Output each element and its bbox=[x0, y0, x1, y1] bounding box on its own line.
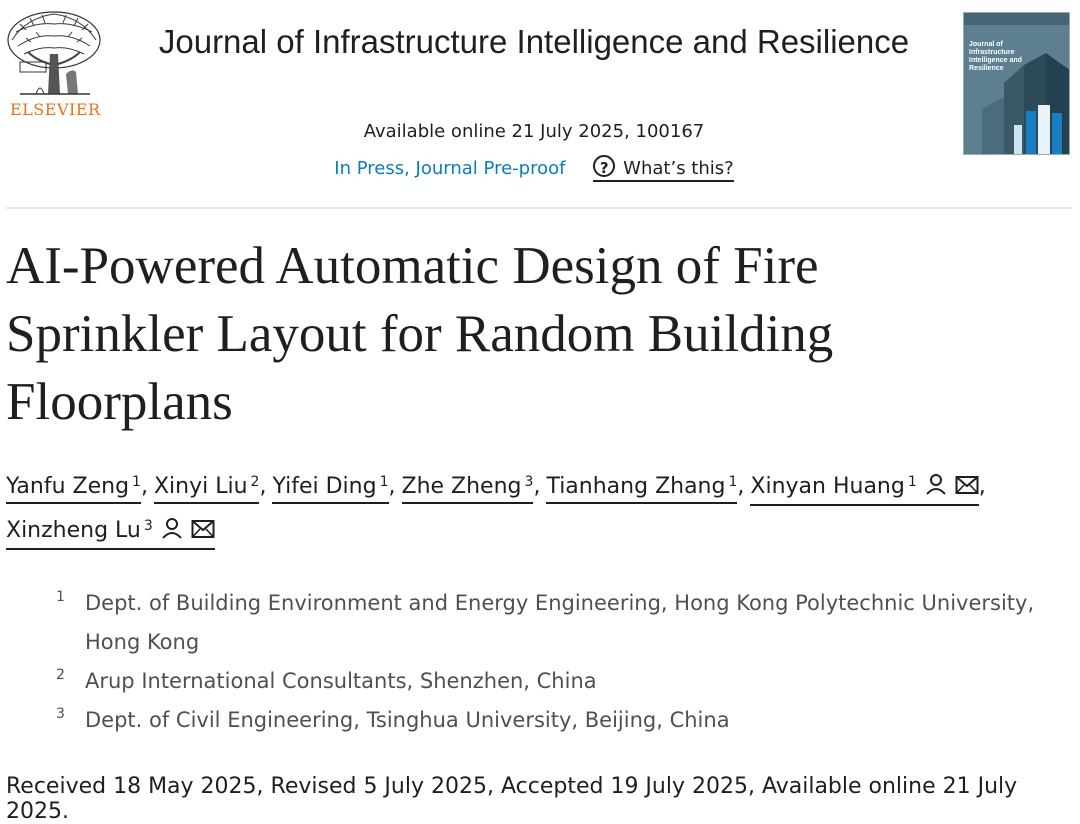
author-list bbox=[6, 468, 1066, 556]
email-icon[interactable] bbox=[191, 519, 215, 546]
author-name: Xinzheng Lu bbox=[6, 518, 141, 543]
author-separator: , bbox=[388, 474, 396, 499]
journal-title-link[interactable]: Journal of Infrastructure Intelligence and Resilience bbox=[158, 23, 910, 60]
article-title: AI-Powered Automatic Design of Fire Sprinkler Layout for Random Building Floorplans bbox=[6, 237, 834, 431]
elsevier-logo[interactable] bbox=[6, 10, 106, 119]
author-affiliation-marker: 2 bbox=[250, 474, 260, 490]
help-icon: ? bbox=[593, 155, 615, 177]
author-separator: , bbox=[533, 474, 541, 499]
author-separator: , bbox=[737, 474, 745, 499]
affiliation-item bbox=[56, 584, 1076, 662]
affiliation-marker: 2 bbox=[56, 667, 65, 683]
person-icon[interactable] bbox=[925, 473, 947, 502]
header-divider bbox=[6, 207, 1072, 209]
author-affiliation-marker: 3 bbox=[524, 474, 534, 490]
author-link[interactable] bbox=[154, 474, 260, 504]
cover-title: Journal of Infrastructure Intelligence and Resilience bbox=[969, 41, 1022, 72]
author-name: Yifei Ding bbox=[272, 474, 377, 499]
author-link[interactable] bbox=[6, 474, 141, 504]
author-link[interactable] bbox=[546, 474, 737, 504]
affiliation-marker: 3 bbox=[56, 706, 65, 722]
affiliation-text: Dept. of Building Environment and Energy Engineering, Hong Kong Polytechnic University, Hong Kong bbox=[85, 591, 1035, 654]
journal-title[interactable] bbox=[130, 16, 938, 68]
publication-dates: Received 18 May 2025, Revised 5 July 2025, Accepted 19 July 2025, Available online 21 July 2025. bbox=[6, 774, 1018, 824]
author-name: Xinyi Liu bbox=[153, 474, 248, 499]
article-header bbox=[0, 0, 1080, 208]
whats-this-link[interactable] bbox=[593, 155, 734, 182]
affiliation-text: Dept. of Civil Engineering, Tsinghua University, Beijing, China bbox=[85, 708, 730, 732]
article-status-row bbox=[130, 155, 938, 182]
author-name: Yanfu Zeng bbox=[6, 474, 130, 499]
author-link[interactable] bbox=[272, 474, 388, 504]
author-link[interactable] bbox=[750, 473, 978, 506]
author-affiliation-marker: 3 bbox=[143, 518, 153, 534]
tree-icon bbox=[6, 10, 102, 98]
author-affiliation-marker: 1 bbox=[132, 474, 141, 490]
publisher-name: ELSEVIER bbox=[10, 100, 101, 119]
author-separator: , bbox=[978, 474, 986, 499]
author-name: Tianhang Zhang bbox=[546, 474, 726, 499]
author-link[interactable] bbox=[402, 474, 534, 504]
author-separator: , bbox=[140, 474, 148, 499]
journal-cover-image[interactable] bbox=[963, 12, 1070, 155]
article-status-link[interactable]: In Press, Journal Pre-proof bbox=[334, 158, 566, 179]
author-affiliation-marker: 1 bbox=[728, 474, 738, 490]
author-affiliation-marker: 1 bbox=[907, 474, 917, 490]
affiliation-list bbox=[56, 584, 1076, 740]
affiliation-marker: 1 bbox=[56, 589, 65, 605]
author-name: Xinyan Huang bbox=[750, 474, 905, 499]
author-link[interactable] bbox=[6, 517, 215, 550]
author-affiliation-marker: 1 bbox=[379, 474, 389, 490]
whats-this-label: What’s this? bbox=[623, 158, 734, 179]
person-icon[interactable] bbox=[161, 517, 183, 546]
affiliation-item bbox=[56, 701, 1076, 740]
cover-illustration bbox=[964, 13, 1070, 155]
affiliation-text: Arup International Consultants, Shenzhen, China bbox=[85, 669, 597, 693]
author-name: Zhe Zheng bbox=[401, 474, 522, 499]
affiliation-item bbox=[56, 662, 1076, 701]
author-separator: , bbox=[259, 474, 267, 499]
email-icon[interactable] bbox=[955, 475, 979, 502]
availability-text: Available online 21 July 2025, 100167 bbox=[363, 121, 705, 142]
